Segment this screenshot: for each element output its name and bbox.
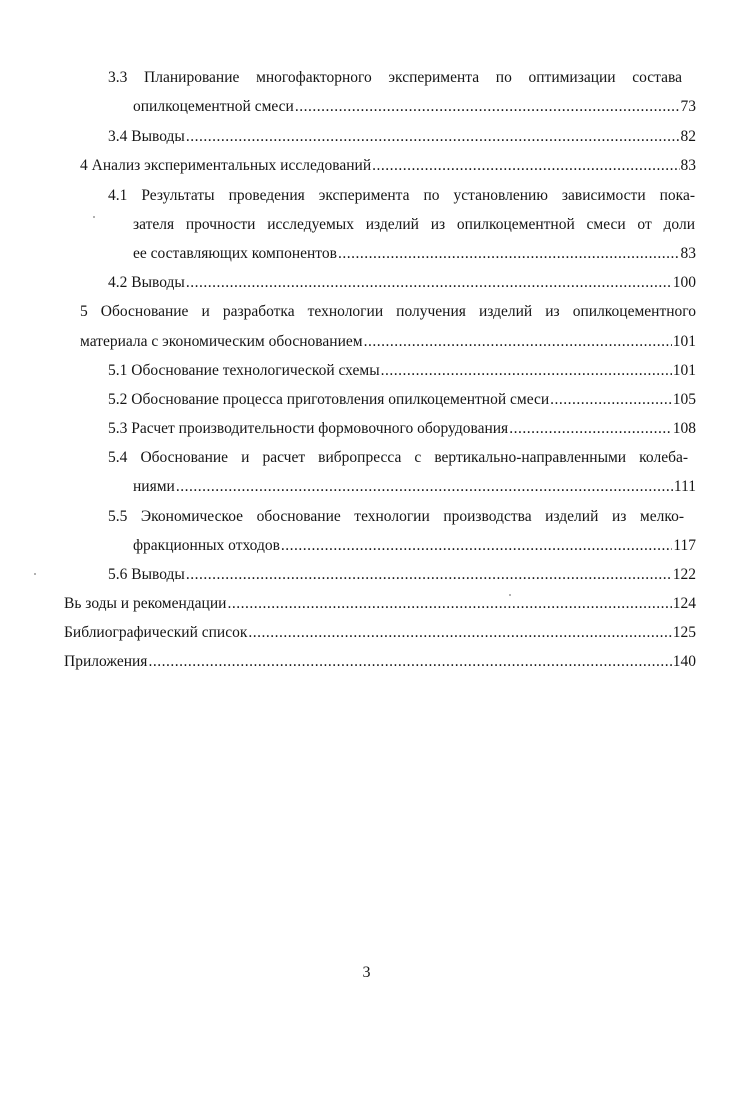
- toc-entry-text: ее составляющих компонентов: [133, 245, 337, 262]
- toc-page-number: 101: [672, 333, 696, 350]
- toc-line: [108, 448, 688, 468]
- toc-entry-text: 5.3 Расчет производительности формовочного оборудования: [108, 420, 509, 437]
- dot-leader: [295, 97, 680, 117]
- toc-line: [108, 507, 684, 527]
- toc-entry: [108, 127, 696, 147]
- toc-entry-text: Библиографический список: [64, 624, 248, 641]
- toc-entry: [64, 594, 696, 614]
- toc-entry-text: материала с экономическим обоснованием: [80, 333, 363, 350]
- dot-leader: [381, 361, 672, 381]
- dot-leader: [186, 127, 680, 147]
- dot-leader: [372, 156, 679, 176]
- toc-page-number: 140: [672, 653, 696, 670]
- dot-leader: [148, 652, 671, 672]
- toc-page-number: 101: [672, 362, 696, 379]
- toc-entry: [133, 477, 696, 497]
- toc-entry-text: опилкоцементной смеси: [133, 98, 294, 115]
- toc-entry-text: 5.1 Обоснование технологической схемы: [108, 362, 380, 379]
- toc-entry-text: ниями: [133, 478, 175, 495]
- toc-entry-text: 5.5 Экономическое обоснование технологии производства изделий из мелко-: [108, 508, 684, 525]
- toc-entry: [80, 332, 696, 352]
- toc-line: [133, 215, 695, 235]
- dot-leader: [248, 623, 671, 643]
- toc-entry-text: Приложения: [64, 653, 148, 670]
- toc-page-number: 125: [672, 624, 696, 641]
- toc-entry: [80, 156, 696, 176]
- toc-entry-text: зателя прочности исследуемых изделий из опилкоцементной смеси от доли: [133, 216, 695, 233]
- toc-entry: [108, 419, 696, 439]
- dot-leader: [227, 594, 671, 614]
- toc-line: [108, 186, 695, 206]
- dot-leader: [364, 332, 672, 352]
- scan-speck: [34, 573, 36, 575]
- toc-page-number: 100: [672, 274, 696, 291]
- toc-entry-text: Вь зоды и рекомендации: [64, 595, 227, 612]
- toc-entry: [133, 97, 696, 117]
- toc-page-number: 111: [673, 478, 696, 495]
- page-number: 3: [362, 964, 371, 981]
- toc-page-number: 117: [673, 537, 696, 554]
- toc-entry-text: 3.4 Выводы: [108, 128, 185, 145]
- toc-entry: [108, 390, 696, 410]
- toc-entry: [108, 565, 696, 585]
- toc-entry-text: 4 Анализ экспериментальных исследований: [80, 157, 372, 174]
- toc-page-number: 122: [672, 566, 696, 583]
- toc-entry: [108, 273, 696, 293]
- toc-entry-text: 4.1 Результаты проведения эксперимента по установлению зависимости пока-: [108, 187, 695, 204]
- toc-entry-text: 5 Обоснование и разработка технологии получения изделий из опилкоцементного: [80, 303, 696, 320]
- toc-entry: [133, 536, 696, 556]
- toc-page-number: 105: [672, 391, 696, 408]
- toc-page-number: 82: [680, 128, 696, 145]
- toc-page-number: 108: [672, 420, 696, 437]
- toc-page-number: 83: [680, 157, 696, 174]
- toc-entry: [108, 361, 696, 381]
- toc-entry-text: 5.4 Обоснование и расчет вибропресса с вертикально-направленными колеба-: [108, 449, 688, 466]
- dot-leader: [186, 273, 672, 293]
- toc-entry-text: 4.2 Выводы: [108, 274, 185, 291]
- dot-leader: [509, 419, 672, 439]
- dot-leader: [186, 565, 672, 585]
- toc-line: [80, 302, 696, 322]
- scan-speck: [93, 216, 95, 218]
- toc-entry: [64, 652, 696, 672]
- dot-leader: [338, 244, 680, 264]
- toc-entry-text: 5.2 Обоснование процесса приготовления опилкоцементной смеси: [108, 391, 550, 408]
- toc-entry-text: 5.6 Выводы: [108, 566, 185, 583]
- toc-page-number: 73: [680, 98, 696, 115]
- toc-page-number: 124: [672, 595, 696, 612]
- toc-page-number: 83: [680, 245, 696, 262]
- toc-entry: [133, 244, 696, 264]
- dot-leader: [550, 390, 672, 410]
- toc-entry-text: фракционных отходов: [133, 537, 280, 554]
- dot-leader: [281, 536, 672, 556]
- toc-line: [108, 68, 682, 88]
- toc-entry-text: 3.3 Планирование многофакторного эксперимента по оптимизации состава: [108, 69, 682, 86]
- scan-speck: [509, 594, 511, 596]
- dot-leader: [176, 477, 673, 497]
- toc-entry: [64, 623, 696, 643]
